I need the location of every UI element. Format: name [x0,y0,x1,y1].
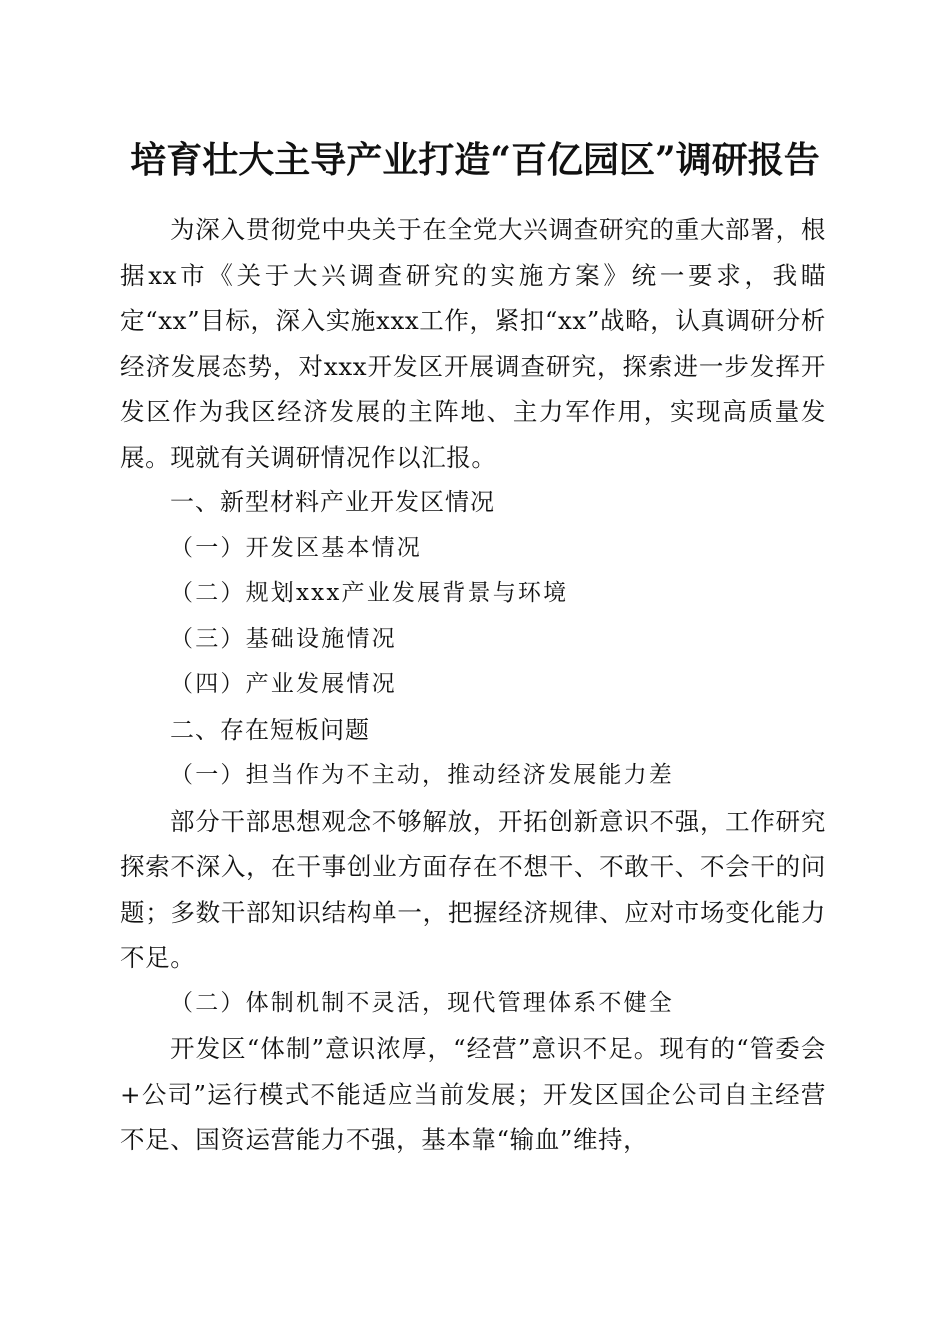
section-2-sub-2-paragraph: 开发区“体制”意识浓厚，“经营”意识不足。现有的“管委会+公司”运行模式不能适应当前发展；开发区国企公司自主经营不足、国资运营能力不强，基本靠“输血”维持， [120,1034,826,1154]
section-2-heading: 二、存在短板问题 [170,715,370,744]
section-2-sub-1-heading: （一）担当作为不主动，推动经济发展能力差 [170,762,674,788]
intro-paragraph: 为深入贯彻党中央关于在全党大兴调查研究的重大部署，根据xx市《关于大兴调查研究的实施方案》统一要求，我瞄定“xx”目标，深入实施xxx工作，紧扣“xx”战略，认真调研分析经济发展态势，对xxx开发区开展调查研究，探索进一步发挥开发区作为我区经济发展的主阵地、主力军作用，实现高质量发展。现就有关调研情况作以汇报。 [120,215,826,472]
section-2-sub-1-paragraph: 部分干部思想观念不够解放，开拓创新意识不强，工作研究探索不深入，在干事创业方面存在不想干、不敢干、不会干的问题；多数干部知识结构单一，把握经济规律、应对市场变化能力不足。 [120,806,826,972]
section-1-item-2: （二）规划xxx产业发展背景与环境 [170,580,569,606]
section-1-item-3: （三）基础设施情况 [170,625,397,652]
document-body [120,207,826,1163]
document-title: 培育壮大主导产业打造“百亿园区”调研报告 [130,139,820,181]
section-1-heading: 一、新型材料产业开发区情况 [170,488,495,516]
section-1-item-1: （一）开发区基本情况 [170,534,422,561]
section-1-item-4: （四）产业发展情况 [170,671,397,697]
section-2-sub-2-heading: （二）体制机制不灵活，现代管理体系不健全 [170,989,674,1016]
